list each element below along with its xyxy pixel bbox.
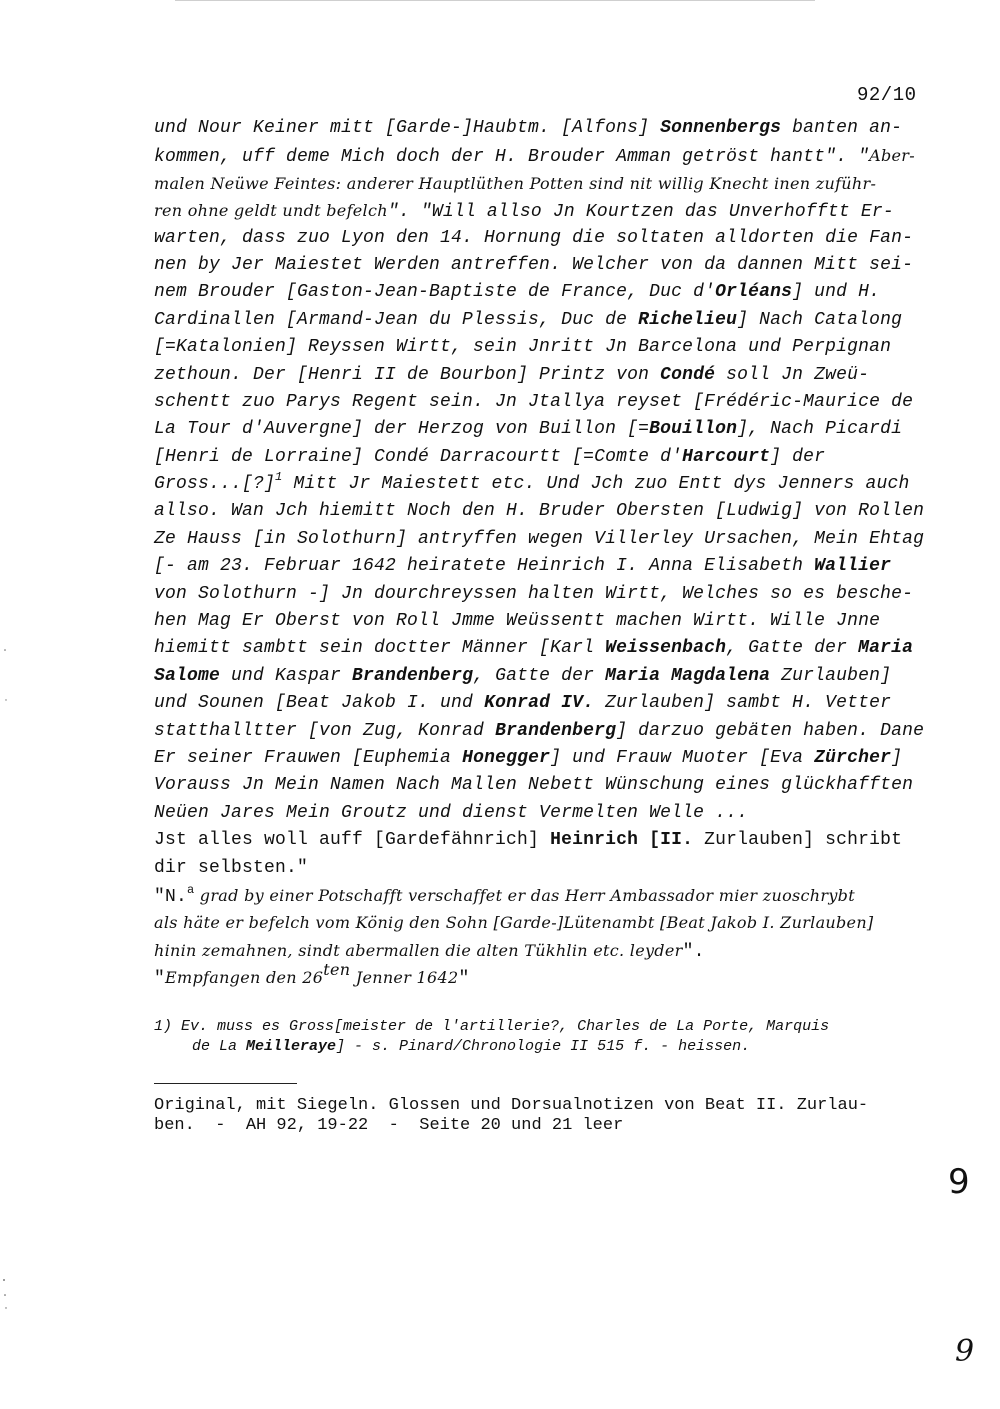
- emphasized-name: Meilleraye: [246, 1038, 337, 1055]
- footnote-separator: [154, 1083, 297, 1084]
- text-line: warten, dass zuo Lyon den 14. Hornung die soltaten alldorten die Fan-: [154, 227, 914, 248]
- text-line: [154, 416, 914, 443]
- footnote-line: [154, 1037, 924, 1057]
- emphasized-name: Wallier: [814, 556, 892, 577]
- text-line: hen Mag Er Oberst von Roll Jmme Weüssentt machen Wirtt. Wille Jnne: [154, 611, 881, 632]
- text-run: , Gatte der: [726, 638, 859, 659]
- text-line: [154, 690, 914, 717]
- text-line: [154, 471, 914, 498]
- text-line: [154, 937, 914, 964]
- text-run: Zurlauben] schribt: [693, 830, 903, 851]
- text-run: [- am 23. Februar 1642 heiratete Heinrich I. Anna Elisabeth: [154, 556, 815, 577]
- text-run: soll Jn Zweü-: [715, 364, 870, 385]
- text-line: [=Katalonien] Reyssen Wirtt, sein Jnritt Jn Barcelona und Perpignan: [154, 337, 892, 358]
- text-line: [154, 307, 914, 334]
- text-run: nem Brouder [Gaston-Jean-Baptiste de France, Duc d': [154, 282, 716, 303]
- handwritten-gloss: grad by einer Potschafft verschaffet er das Herr Ambassador mier zuoschrybt: [194, 885, 855, 905]
- emphasized-name: Harcourt: [682, 446, 771, 467]
- emphasized-name: Maria: [858, 638, 914, 659]
- text-run: ": [458, 969, 470, 990]
- letter-transcription: [154, 115, 925, 992]
- source-note-line: ben. - AH 92, 19-22 - Seite 20 und 21 leer: [154, 1116, 624, 1135]
- emphasized-name: Zürcher: [814, 747, 892, 768]
- scan-top-edge: [175, 0, 815, 1]
- text-run: banten an-: [781, 118, 903, 138]
- text-run: ] und Frauw Muoter [Eva: [550, 747, 815, 768]
- emphasized-name: Konrad IV.: [484, 693, 595, 714]
- text-run: , Gatte der: [473, 665, 606, 686]
- text-line: [154, 197, 914, 224]
- text-line: [154, 553, 914, 580]
- text-run: Mitt Jr Maiestett etc. Und Jch zuo Entt dys Jenners auch: [282, 474, 910, 495]
- text-line: [154, 115, 914, 142]
- emphasized-name: Richelieu: [638, 309, 738, 330]
- text-line: [154, 960, 914, 991]
- text-line: Vorauss Jn Mein Namen Nach Mallen Nebett Wünschung eines glückhafften: [154, 775, 914, 796]
- text-line: [154, 827, 914, 854]
- handwritten-page-mark: 9: [955, 1334, 975, 1369]
- emphasized-name: Sonnenbergs: [660, 118, 782, 138]
- footnote-line: 1) Ev. muss es Gross[meister de l'artillerie?, Charles de La Porte, Marquis: [154, 1018, 830, 1035]
- text-run: Jst alles woll auff [Gardefähnrich]: [154, 830, 551, 851]
- handwritten-gloss: Empfangen den 26: [165, 968, 324, 988]
- footnote-reference: 1: [275, 470, 283, 485]
- superscript: ten: [323, 960, 351, 980]
- source-note: [154, 1096, 934, 1136]
- text-run: ] Nach Catalong: [737, 309, 903, 330]
- handwritten-page-mark: 9: [948, 1162, 970, 1202]
- text-run: statthalltter [von Zug, Konrad: [154, 720, 496, 741]
- footnote: [154, 1017, 924, 1057]
- text-line: [154, 663, 914, 690]
- text-run: La Tour d'Auvergne] der Herzog von Buillon [=: [154, 419, 650, 440]
- text-line: [154, 635, 914, 662]
- gloss-marker: a: [187, 882, 195, 897]
- text-line: allso. Wan Jch hiemitt Noch den H. Bruder Obersten [Ludwig] von Rollen: [154, 501, 925, 522]
- handwritten-gloss: als häte er befelch vom König den Sohn [Garde-]Lütenambt [Beat Jakob I. Zurlauben]: [154, 913, 874, 933]
- emphasized-name: Heinrich [II.: [550, 830, 694, 851]
- text-run: zethoun. Der [Henri II de Bourbon] Printz von: [154, 364, 661, 385]
- text-run: Gross...[?]: [154, 474, 276, 495]
- text-run: de La: [192, 1038, 247, 1055]
- text-run: ] darzuo gebäten haben. Dane: [616, 720, 925, 741]
- emphasized-name: Salome: [154, 665, 221, 686]
- text-run: Er seiner Frauwen [Euphemia: [154, 747, 463, 768]
- handwritten-gloss: malen Neüwe Feintes: anderer Hauptlüthen Potten sind nit willig Knecht inen zuführ-: [154, 173, 877, 193]
- text-line: [154, 909, 914, 936]
- source-note-line: Original, mit Siegeln. Glossen und Dorsualnotizen von Beat II. Zurlau-: [154, 1096, 869, 1115]
- scan-margin-specks: [2, 640, 10, 1360]
- text-line: von Solothurn -] Jn dourchreyssen halten Wirtt, Welches so es besche-: [154, 583, 914, 604]
- emphasized-name: Weissenbach: [605, 638, 727, 659]
- text-run: ]: [891, 747, 903, 768]
- text-run: ] der: [770, 446, 826, 467]
- text-run: Zurlauben]: [770, 665, 892, 686]
- text-run: "N.: [154, 886, 188, 907]
- text-line: [154, 279, 914, 306]
- text-run: ], Nach Picardi: [737, 419, 903, 440]
- emphasized-name: Maria Magdalena: [605, 665, 771, 686]
- text-run: Cardinallen [Armand-Jean du Plessis, Duc de: [154, 309, 639, 330]
- text-line: [154, 745, 914, 772]
- text-line: [154, 718, 925, 745]
- text-run: ] - s. Pinard/Chronologie II 515 f. - heissen.: [336, 1038, 751, 1055]
- handwritten-gloss: hinin zemahnen, sindt abermallen die alten Tükhlin etc. leyder: [154, 940, 683, 960]
- text-run: und Kaspar: [220, 665, 353, 686]
- text-run: und Sounen [Beat Jakob I. und: [154, 693, 485, 714]
- text-run: [Henri de Lorraine] Condé Darracourtt [=Comte d': [154, 446, 683, 467]
- text-line: schentt zuo Parys Regent sein. Jn Jtallya reyset [Frédéric-Maurice de: [154, 391, 914, 412]
- text-run: kommen, uff deme Mich doch der H. Brouder Amman getröst hantt". ": [154, 147, 870, 168]
- emphasized-name: Bouillon: [649, 419, 738, 440]
- text-line: Ze Hauss [in Solothurn] antryffen wegen Villerley Ursachen, Mein Ehtag: [154, 528, 925, 549]
- emphasized-name: Brandenberg: [495, 720, 617, 741]
- text-line: [154, 882, 914, 909]
- emphasized-name: Brandenberg: [352, 665, 474, 686]
- text-line: [154, 170, 914, 197]
- text-run: ". "Will allso Jn Kourtzen das Unverhofftt Er-: [387, 202, 894, 223]
- emphasized-name: Condé: [660, 364, 716, 385]
- text-run: und Nour Keiner mitt [Garde-]Haubtm. [Alfons]: [154, 118, 661, 138]
- page-number: 92/10: [857, 84, 917, 106]
- text-run: ".: [682, 941, 705, 962]
- text-run: hiemitt sambtt sein doctter Männer [Karl: [154, 638, 606, 659]
- text-run: ] und H.: [792, 282, 881, 303]
- text-line: [154, 142, 914, 169]
- text-line: [154, 444, 914, 471]
- text-run: ": [154, 969, 166, 990]
- text-run: Zurlauben] sambt H. Vetter: [594, 693, 892, 714]
- emphasized-name: Orléans: [715, 282, 793, 303]
- handwritten-gloss: ren ohne geldt undt befelch: [154, 201, 388, 221]
- text-line: [154, 362, 914, 389]
- text-line: Neüen Jares Mein Groutz und dienst Vermelten Welle ...: [154, 802, 749, 823]
- text-line: dir selbsten.": [154, 857, 309, 878]
- handwritten-gloss: Aber-: [869, 146, 915, 166]
- handwritten-gloss: Jenner 1642: [350, 968, 459, 988]
- emphasized-name: Honegger: [462, 747, 551, 768]
- text-line: nen by Jer Maiestet Werden antreffen. Welcher von da dannen Mitt sei-: [154, 254, 914, 275]
